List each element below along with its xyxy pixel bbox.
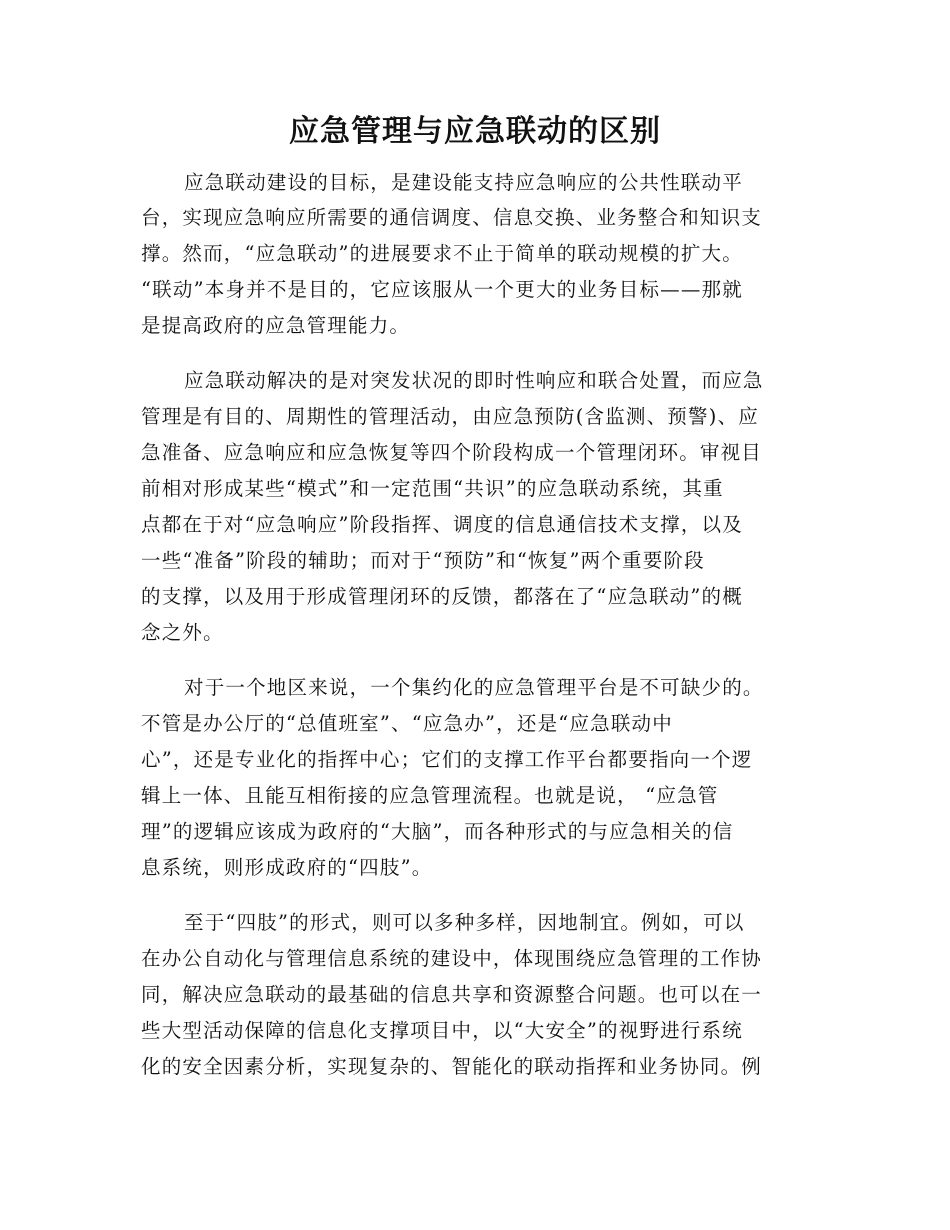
paragraph-3-line-5: 理”的逻辑应该成为政府的“大脑”，而各种形式的与应急相关的信 bbox=[141, 820, 734, 843]
paragraph-3-line-2: 不管是办公厅的“总值班室”、“应急办”，还是“应急联动中 bbox=[141, 712, 673, 735]
paragraph-4-line-3: 同，解决应急联动的最基础的信息共享和资源整合问题。也可以在一 bbox=[141, 983, 763, 1006]
paragraph-2-line-8: 念之外。 bbox=[141, 621, 224, 644]
paragraph-2-line-3: 急准备、应急响应和应急恢复等四个阶段构成一个管理闭环。审视目 bbox=[141, 441, 763, 464]
paragraph-3-line-1: 对于一个地区来说，一个集约化的应急管理平台是不可缺少的。 bbox=[184, 676, 764, 699]
paragraph-1-line-1: 应急联动建设的目标，是建设能支持应急响应的公共性联动平 bbox=[184, 171, 743, 194]
paragraph-1-line-4: “联动”本身并不是目的，它应该服从一个更大的业务目标——那就 bbox=[141, 278, 743, 301]
paragraph-4-line-4: 些大型活动保障的信息化支撑项目中，以“大安全”的视野进行系统 bbox=[141, 1019, 743, 1042]
paragraph-3-line-3: 心”，还是专业化的指挥中心；它们的支撑工作平台都要指向一个逻 bbox=[141, 748, 753, 771]
paragraph-2-line-4: 前相对形成某些“模式”和一定范围“共识”的应急联动系统，其重 bbox=[141, 477, 724, 500]
paragraph-2-line-1: 应急联动解决的是对突发状况的即时性响应和联合处置，而应急 bbox=[184, 369, 764, 392]
paragraph-2-line-5: 点都在于对“应急响应”阶段指挥、调度的信息通信技术支撑，以及 bbox=[141, 513, 743, 536]
paragraph-4-line-1: 至于“四肢”的形式，则可以多种多样，因地制宜。例如，可以 bbox=[184, 911, 745, 934]
paragraph-2-line-2: 管理是有目的、周期性的管理活动，由应急预防(含监测、预警)、应 bbox=[141, 405, 759, 428]
paragraph-1-line-2: 台，实现应急响应所需要的通信调度、信息交换、业务整合和知识支 bbox=[141, 206, 763, 229]
paragraph-2-line-7: 的支撑，以及用于形成管理闭环的反馈，都落在了“应急联动”的概 bbox=[141, 585, 743, 608]
document-title: 应急管理与应急联动的区别 bbox=[289, 114, 661, 149]
paragraph-1-line-5: 是提高政府的应急管理能力。 bbox=[141, 314, 411, 337]
paragraph-1-line-3: 撑。然而，“应急联动”的进展要求不止于简单的联动规模的扩大。 bbox=[141, 242, 743, 265]
paragraph-3-line-4: 辑上一体、且能互相衔接的应急管理流程。也就是说， “应急管 bbox=[141, 784, 719, 807]
paragraph-4-line-2: 在办公自动化与管理信息系统的建设中，体现围绕应急管理的工作协 bbox=[141, 947, 763, 970]
paragraph-3-line-6: 息系统，则形成政府的“四肢”。 bbox=[141, 856, 433, 879]
paragraph-4-line-5: 化的安全因素分析，实现复杂的、智能化的联动指挥和业务协同。例 bbox=[141, 1055, 763, 1078]
paragraph-2-line-6: 一些“准备”阶段的辅助；而对于“预防”和“恢复”两个重要阶段 bbox=[141, 549, 705, 572]
